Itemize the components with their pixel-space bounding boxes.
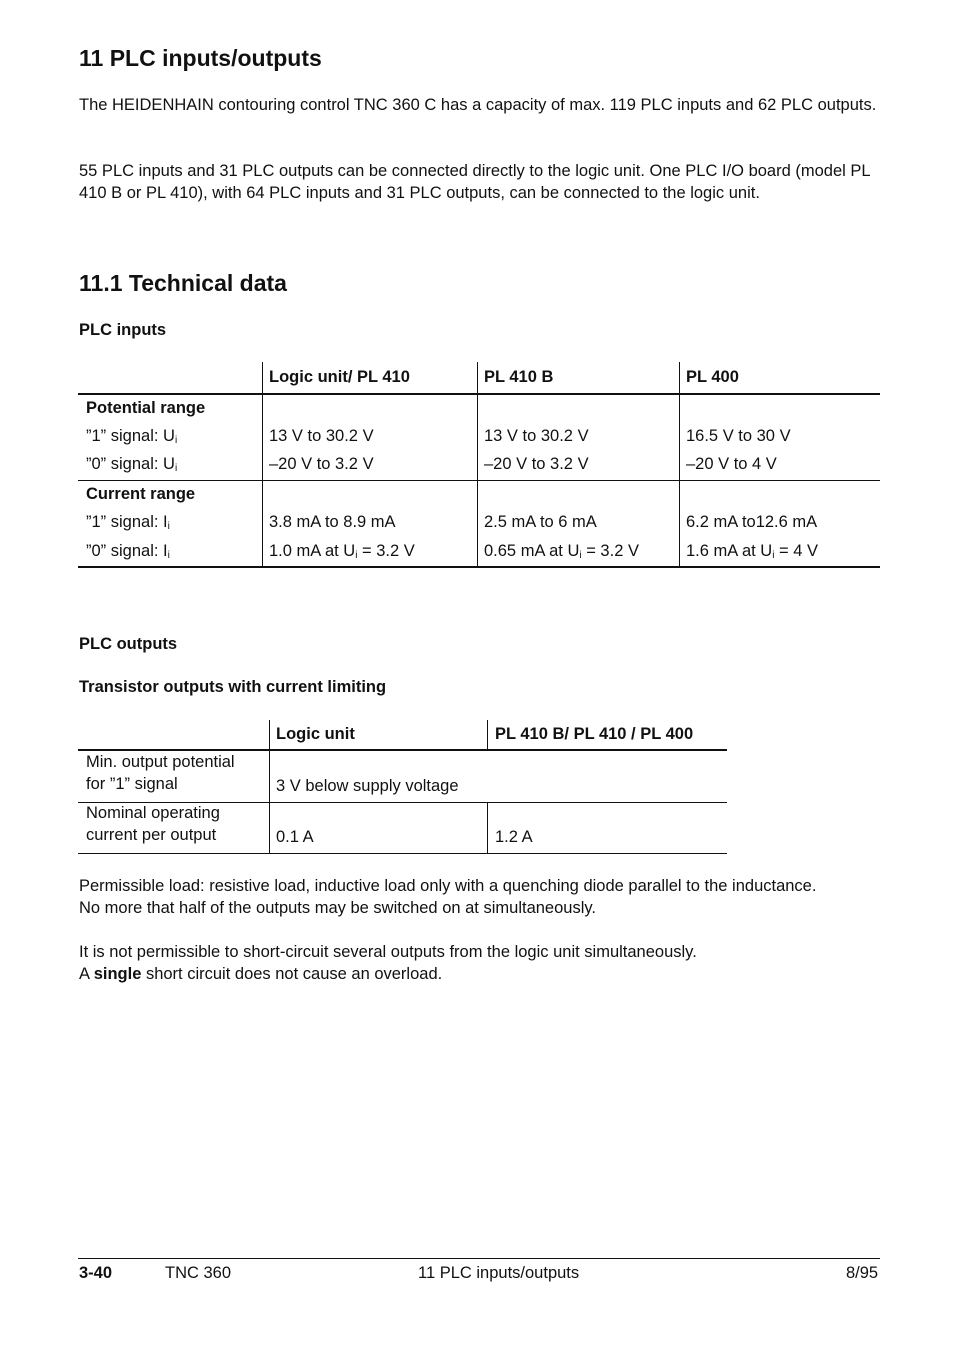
plc-outputs-table	[78, 720, 727, 854]
load-note-line-2: No more that half of the outputs may be switched on at simultaneously.	[79, 899, 596, 917]
column-header: Logic unit/ PL 410	[269, 368, 410, 386]
load-note-line-1: Permissible load: resistive load, inductive load only with a quenching diode parallel to the inductance.	[79, 877, 817, 895]
table-cell: –20 V to 3.2 V	[269, 455, 374, 473]
row-label: Min. output potential	[86, 753, 235, 771]
row-label: ”0” signal: $I_i$	[86, 542, 170, 561]
plc-inputs-table	[78, 362, 880, 568]
plc-outputs-heading: PLC outputs	[79, 635, 178, 653]
table-row-rule	[78, 480, 880, 481]
table-divider	[269, 720, 270, 854]
row-group-label: Potential range	[86, 399, 206, 417]
table-cell: 3.8 mA to 8.9 mA	[269, 513, 396, 531]
table-cell: 13 V to 30.2 V	[484, 427, 589, 445]
short-circuit-note-line-2: A single short circuit does not cause an overload.	[79, 965, 443, 983]
table-cell: 2.5 mA to 6 mA	[484, 513, 597, 531]
table-cell: –20 V to 4 V	[686, 455, 777, 473]
row-label: current per output	[86, 826, 217, 844]
table-cell: 1.6 mA at $U_i = 4$ V	[686, 542, 819, 561]
table-bottom-rule	[78, 853, 727, 854]
table-header-rule	[78, 393, 880, 395]
table-divider	[487, 802, 488, 854]
table-cell: –20 V to 3.2 V	[484, 455, 589, 473]
table-cell: 0.1 A	[276, 828, 314, 846]
section-title: 11.1 Technical data	[79, 270, 287, 296]
row-label: ”0” signal: $U_i$	[86, 455, 178, 474]
table-cell: 0.65 mA at $U_i = 3.2$ V	[484, 542, 639, 561]
table-cell: 1.2 A	[495, 828, 533, 846]
column-header: PL 410 B/ PL 410 / PL 400	[495, 725, 694, 743]
table-cell: 1.0 mA at $U_i = 3.2$ V	[269, 542, 415, 561]
table-cell: 16.5 V to 30 V	[686, 427, 791, 445]
row-label: Nominal operating	[86, 804, 220, 822]
row-label: ”1” signal: $I_i$	[86, 513, 170, 532]
page-number: 3-40	[79, 1264, 113, 1282]
intro-paragraph-1: The HEIDENHAIN contouring control TNC 360 C has a capacity of max. 119 PLC inputs and 62 PLC outputs.	[79, 96, 877, 114]
row-label: for ”1” signal	[86, 775, 178, 793]
column-header: Logic unit	[276, 725, 355, 743]
column-header: PL 410 B	[484, 368, 554, 386]
column-header: PL 400	[686, 368, 739, 386]
table-divider	[487, 720, 488, 751]
footer-chapter: 11 PLC inputs/outputs	[418, 1264, 580, 1282]
footer-date: 8/95	[846, 1264, 879, 1282]
footer-product: TNC 360	[165, 1264, 232, 1282]
row-group-label: Current range	[86, 485, 196, 503]
footer-rule	[78, 1258, 880, 1259]
plc-inputs-heading: PLC inputs	[79, 321, 167, 339]
table-cell: 13 V to 30.2 V	[269, 427, 374, 445]
table-cell: 6.2 mA to12.6 mA	[686, 513, 818, 531]
short-circuit-note-line-1: It is not permissible to short-circuit several outputs from the logic unit simultaneously.	[79, 943, 697, 961]
table-bottom-rule	[78, 566, 880, 568]
intro-paragraph-2: 55 PLC inputs and 31 PLC outputs can be connected directly to the logic unit. One PLC I/O board (model PL 410 B or PL 410), with 64 PLC inputs and 31 PLC outputs, can be connected to the logic unit.	[79, 162, 870, 202]
transistor-outputs-heading: Transistor outputs with current limiting	[79, 678, 387, 696]
table-cell: 3 V below supply voltage	[276, 777, 459, 795]
chapter-title: 11 PLC inputs/outputs	[79, 45, 322, 71]
row-label: ”1” signal: $U_i$	[86, 427, 178, 446]
